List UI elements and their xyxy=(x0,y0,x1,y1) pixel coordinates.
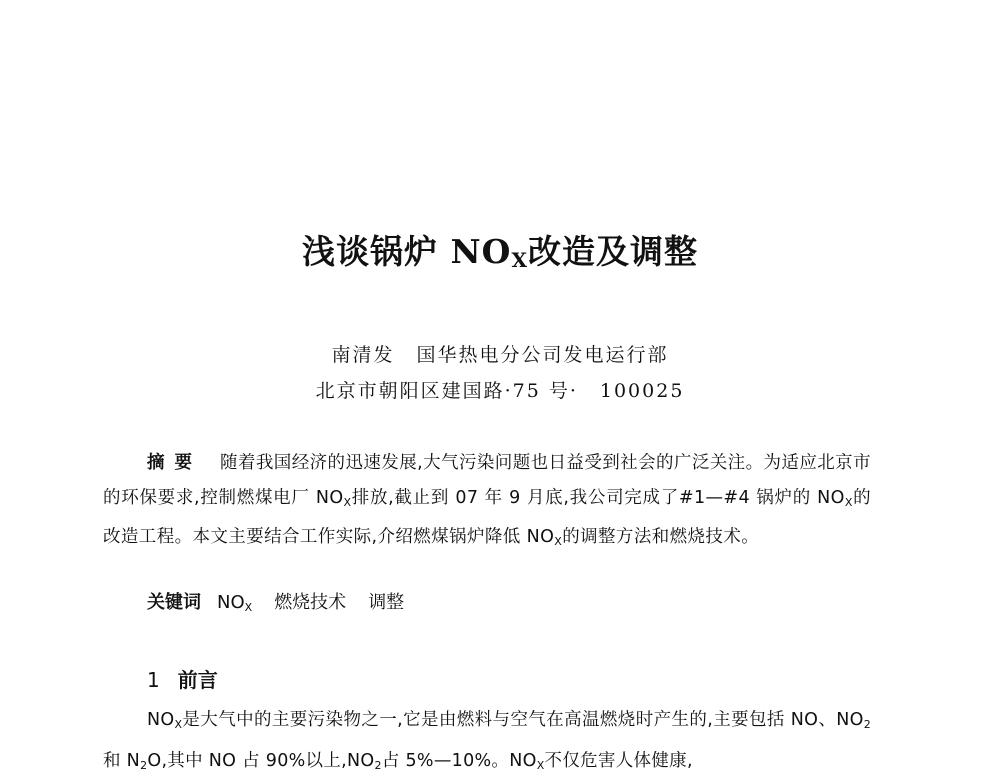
section-heading-1 xyxy=(147,664,218,693)
keywords-label: 关键词 xyxy=(147,592,201,613)
abstract-label: 摘要 xyxy=(147,453,203,473)
abstract: 摘要 随着我国经济的迅速发展,大气污染问题也日益受到社会的广泛关注。为适应北京市的环保要求,控制燃煤电厂 $NO_X$排放,截止到 07 年 9 月底,我公司完成了#1—#4 锅炉的 $NO_X$的改造工程。本文主要结合工作实际,介绍燃煤锅炉降低 $NO_X$的调整方法和燃烧技术。 xyxy=(103,453,871,548)
keyword-combustion: 燃烧技术 xyxy=(274,592,347,613)
postcode: 100025 xyxy=(599,380,685,402)
section-title: 前言 xyxy=(177,668,218,692)
address: 北京市朝阳区建国路·75 号· xyxy=(315,380,578,402)
paper-title: 浅谈锅炉 $NO_X$改造及调整 xyxy=(302,232,698,272)
body-paragraph: $NO_X$是大气中的主要污染物之一,它是由燃料与空气在高温燃烧时产生的,主要包括 NO、$NO_2$和 $N_2O$,其中 NO 占 90%以上$,NO_2$占 5%—10%。$NO_X$不仅危害人体健康, xyxy=(103,710,871,772)
author-address xyxy=(0,376,1000,403)
keyword-nox: $NO_X$ xyxy=(217,592,253,614)
department: 国华热电分公司发电运行部 xyxy=(416,344,669,366)
author-name: 南清发 xyxy=(331,344,395,366)
keywords xyxy=(147,588,426,614)
section-number: 1 xyxy=(147,668,160,692)
author-affiliation xyxy=(0,340,1000,367)
keyword-adjustment: 调整 xyxy=(368,592,405,613)
